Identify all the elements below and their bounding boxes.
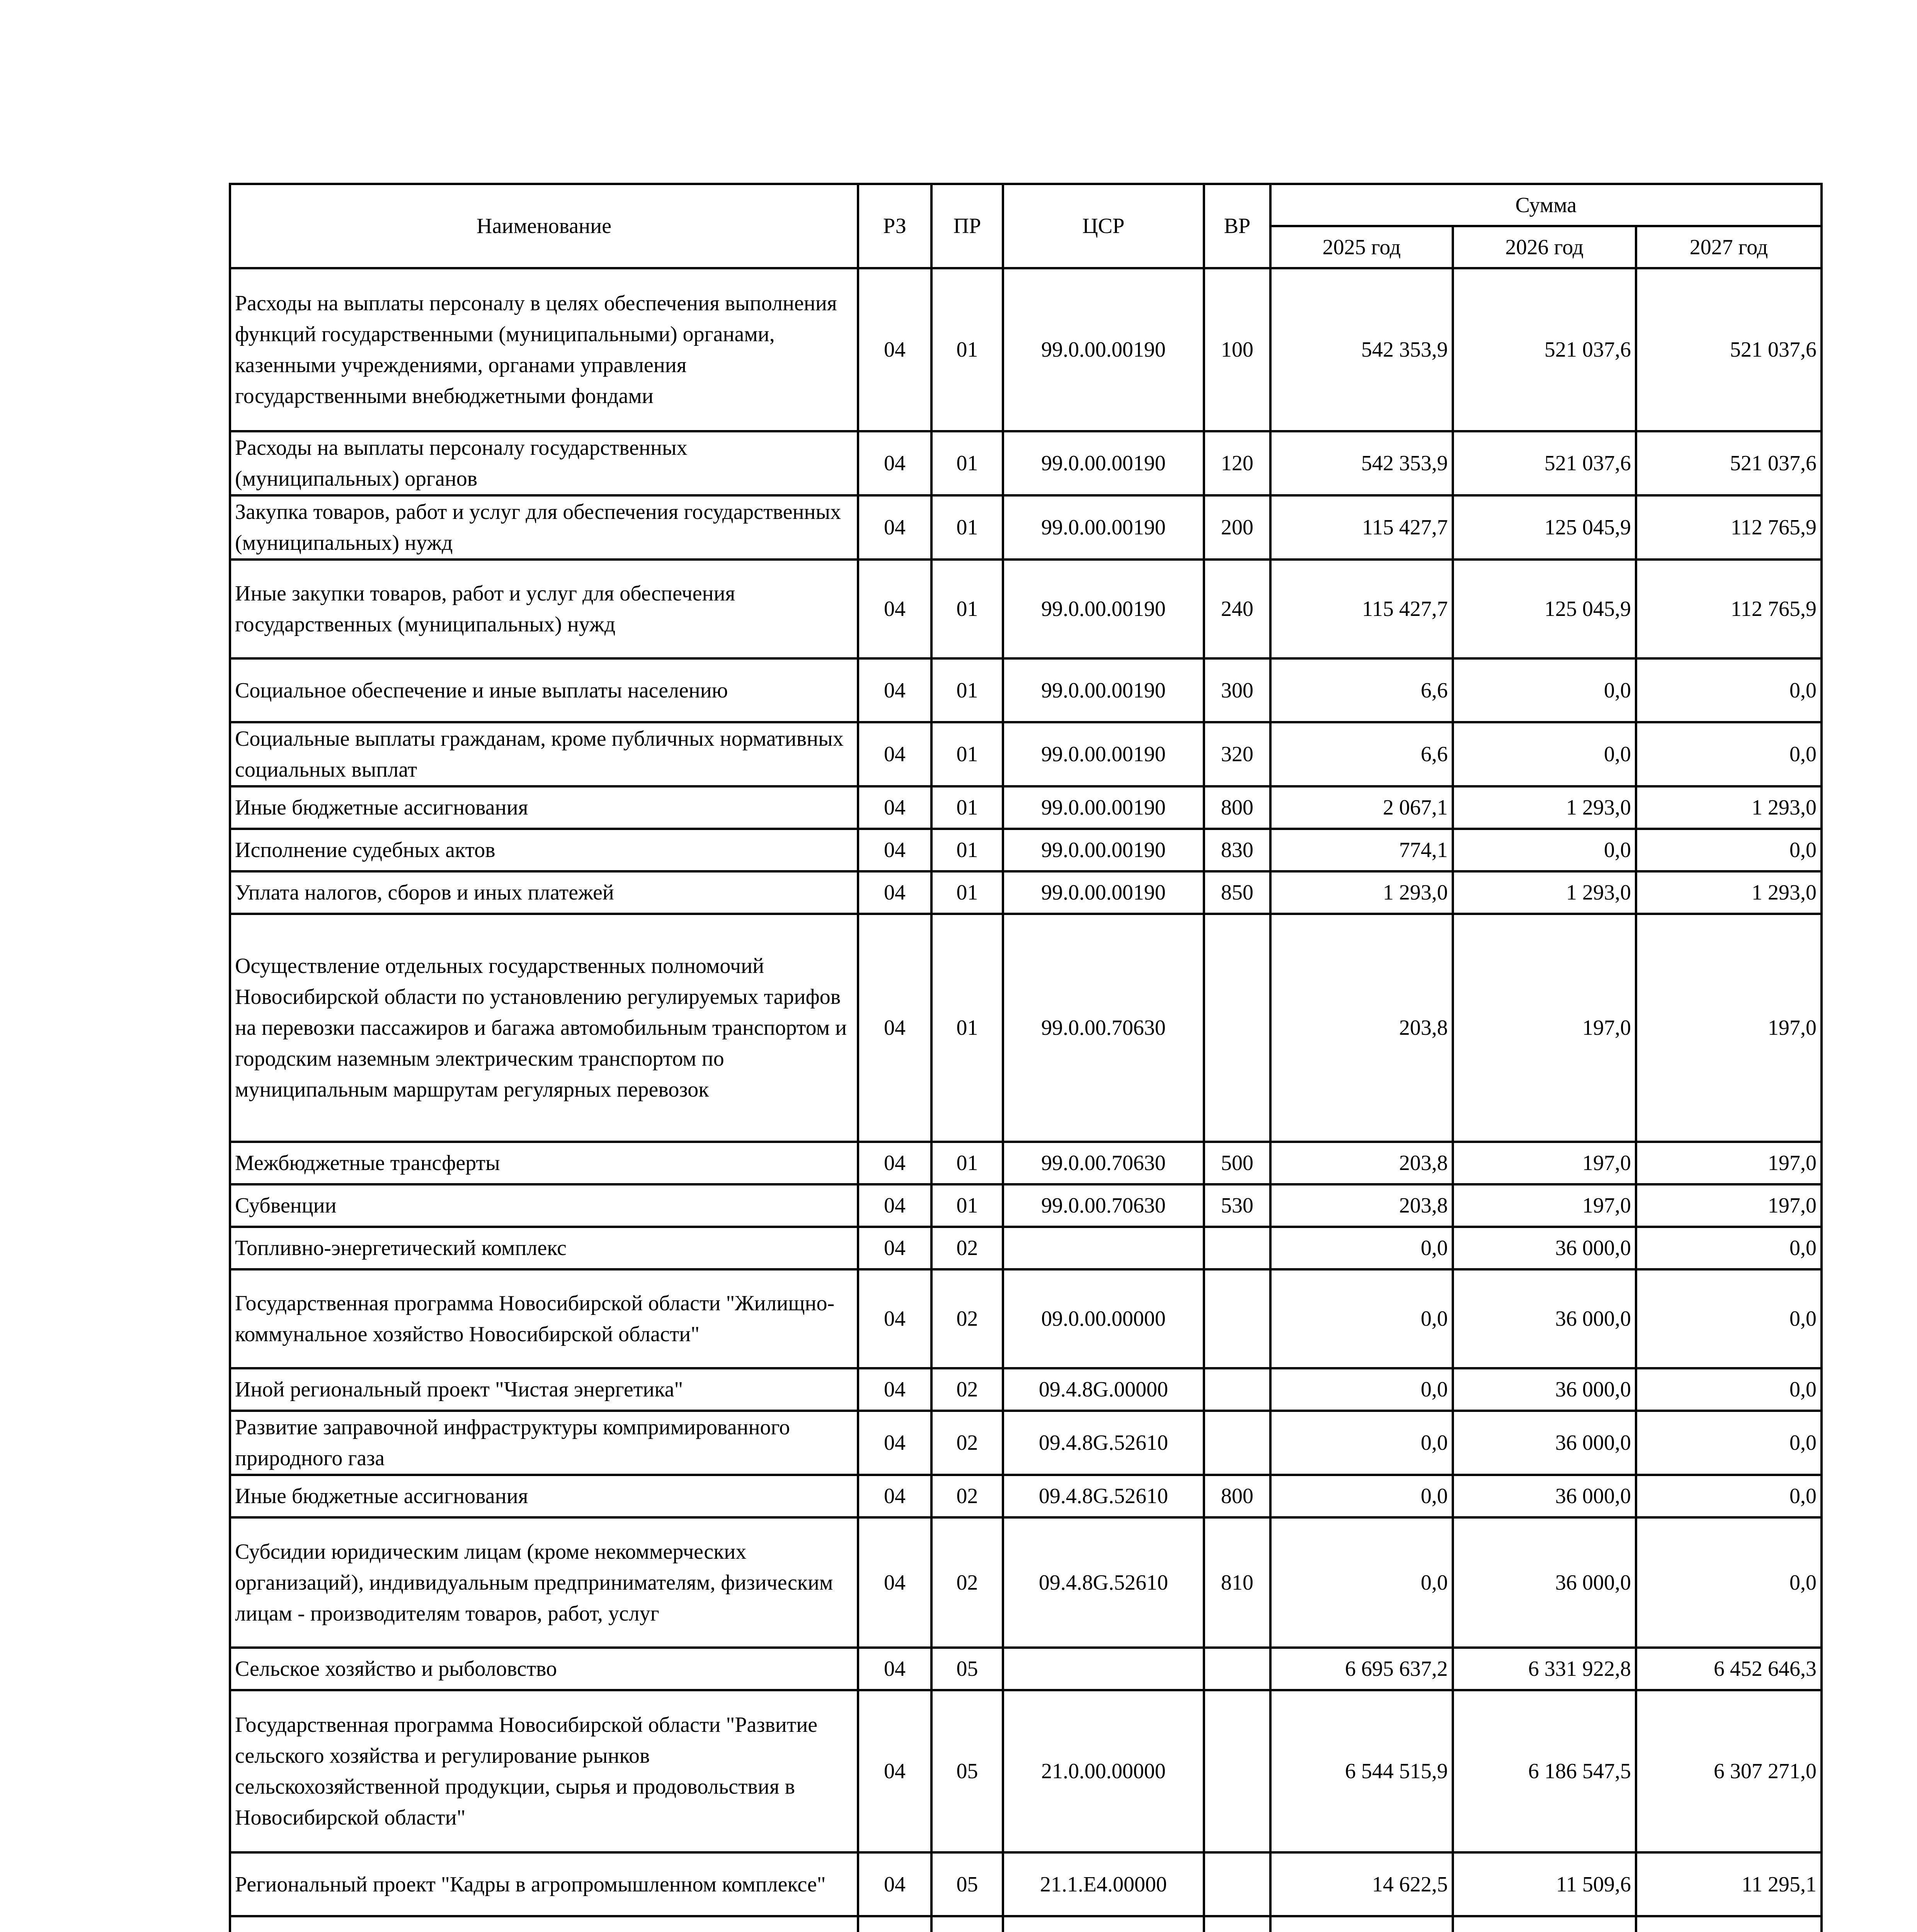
row-sum-2025: 6,6 xyxy=(1270,658,1453,722)
row-sum-2027: 0,0 xyxy=(1636,1517,1822,1648)
row-rz: 04 xyxy=(858,1269,931,1368)
row-pr: 01 xyxy=(931,495,1003,560)
row-csr: 99.0.00.00190 xyxy=(1003,722,1204,786)
row-vr xyxy=(1204,1648,1270,1690)
row-sum-2027: 197,0 xyxy=(1636,1184,1822,1227)
row-pr: 05 xyxy=(931,1852,1003,1916)
row-csr xyxy=(1003,1648,1204,1690)
row-sum-2027: 0,0 xyxy=(1636,829,1822,871)
row-sum-2026: 0,0 xyxy=(1453,722,1636,786)
row-vr: 300 xyxy=(1204,658,1270,722)
row-pr: 02 xyxy=(931,1269,1003,1368)
budget-table xyxy=(229,183,1823,1932)
table-row xyxy=(230,268,1822,431)
row-vr xyxy=(1204,1269,1270,1368)
row-pr: 01 xyxy=(931,1184,1003,1227)
row-sum-2027: 521 037,6 xyxy=(1636,431,1822,495)
row-rz: 04 xyxy=(858,1368,931,1411)
row-vr: 800 xyxy=(1204,786,1270,829)
header-csr: ЦСР xyxy=(1003,184,1204,268)
row-sum-2026: 36 000,0 xyxy=(1453,1368,1636,1411)
row-name: Социальные выплаты гражданам, кроме публичных нормативных социальных выплат xyxy=(230,722,858,786)
header-year-2026: 2026 год xyxy=(1453,226,1636,268)
row-vr xyxy=(1204,1368,1270,1411)
row-name: Развитие заправочной инфраструктуры компримированного природного газа xyxy=(230,1411,858,1475)
row-name: Топливно-энергетический комплекс xyxy=(230,1227,858,1269)
table-row xyxy=(230,560,1822,658)
row-sum-2026: 6 186 547,5 xyxy=(1453,1690,1636,1852)
row-csr: 99.0.00.00190 xyxy=(1003,431,1204,495)
row-sum-2026: 0,0 xyxy=(1453,829,1636,871)
row-pr: 05 xyxy=(931,1690,1003,1852)
row-name: Осуществление отдельных государственных полномочий Новосибирской области по установлению регулируемых тарифов на перевозки пассажиров и багажа автомобильным транспортом и городским наземным электрическим транспортом по муниципальным маршрутам регулярных перевозок xyxy=(230,914,858,1142)
row-sum-2027: 0,0 xyxy=(1636,1227,1822,1269)
row-sum-2025 xyxy=(1270,1916,1453,1932)
row-sum-2025: 542 353,9 xyxy=(1270,268,1453,431)
row-rz: 04 xyxy=(858,1648,931,1690)
row-pr: 02 xyxy=(931,1411,1003,1475)
row-csr: 21.0.00.00000 xyxy=(1003,1690,1204,1852)
row-name: Расходы на выплаты персоналу государственных (муниципальных) органов xyxy=(230,431,858,495)
row-pr: 01 xyxy=(931,658,1003,722)
row-rz: 04 xyxy=(858,268,931,431)
row-sum-2027: 521 037,6 xyxy=(1636,268,1822,431)
row-sum-2026: 1 293,0 xyxy=(1453,871,1636,914)
row-pr: 01 xyxy=(931,829,1003,871)
row-name: Субсидии юридическим лицам (кроме некоммерческих организаций), индивидуальным предпринимателям, физическим лицам - производителям товаров, работ, услуг xyxy=(230,1517,858,1648)
row-sum-2025: 203,8 xyxy=(1270,1184,1453,1227)
row-rz xyxy=(858,1916,931,1932)
row-rz: 04 xyxy=(858,1475,931,1517)
row-sum-2026: 125 045,9 xyxy=(1453,560,1636,658)
row-sum-2027: 0,0 xyxy=(1636,1411,1822,1475)
row-sum-2025: 203,8 xyxy=(1270,914,1453,1142)
row-pr: 02 xyxy=(931,1368,1003,1411)
row-rz: 04 xyxy=(858,1411,931,1475)
row-vr: 800 xyxy=(1204,1475,1270,1517)
row-sum-2027: 6 452 646,3 xyxy=(1636,1648,1822,1690)
row-vr: 120 xyxy=(1204,431,1270,495)
row-sum-2025: 203,8 xyxy=(1270,1142,1453,1184)
table-row xyxy=(230,1142,1822,1184)
row-name xyxy=(230,1916,858,1932)
row-csr: 99.0.00.00190 xyxy=(1003,786,1204,829)
row-sum-2025: 2 067,1 xyxy=(1270,786,1453,829)
header-name: Наименование xyxy=(230,184,858,268)
row-sum-2025: 0,0 xyxy=(1270,1475,1453,1517)
row-name: Уплата налогов, сборов и иных платежей xyxy=(230,871,858,914)
row-vr xyxy=(1204,1227,1270,1269)
row-sum-2026: 521 037,6 xyxy=(1453,268,1636,431)
row-rz: 04 xyxy=(858,722,931,786)
row-sum-2027: 0,0 xyxy=(1636,1475,1822,1517)
row-name: Иные бюджетные ассигнования xyxy=(230,1475,858,1517)
row-rz: 04 xyxy=(858,560,931,658)
row-name: Исполнение судебных актов xyxy=(230,829,858,871)
table-row xyxy=(230,495,1822,560)
row-sum-2027 xyxy=(1636,1916,1822,1932)
row-sum-2027: 6 307 271,0 xyxy=(1636,1690,1822,1852)
row-pr xyxy=(931,1916,1003,1932)
row-csr: 99.0.00.00190 xyxy=(1003,871,1204,914)
row-sum-2026: 197,0 xyxy=(1453,1142,1636,1184)
row-name: Государственная программа Новосибирской области "Развитие сельского хозяйства и регулирование рынков сельскохозяйственной продукции, сырья и продовольствия в Новосибирской области" xyxy=(230,1690,858,1852)
row-rz: 04 xyxy=(858,871,931,914)
row-pr: 01 xyxy=(931,1142,1003,1184)
row-sum-2025: 774,1 xyxy=(1270,829,1453,871)
row-vr xyxy=(1204,1916,1270,1932)
row-vr: 830 xyxy=(1204,829,1270,871)
row-csr: 09.4.8G.52610 xyxy=(1003,1411,1204,1475)
row-vr: 200 xyxy=(1204,495,1270,560)
header-rz: РЗ xyxy=(858,184,931,268)
row-csr: 99.0.00.00190 xyxy=(1003,495,1204,560)
row-name: Межбюджетные трансферты xyxy=(230,1142,858,1184)
row-sum-2026: 36 000,0 xyxy=(1453,1411,1636,1475)
table-row xyxy=(230,1368,1822,1411)
row-sum-2026: 521 037,6 xyxy=(1453,431,1636,495)
row-rz: 04 xyxy=(858,658,931,722)
row-pr: 01 xyxy=(931,268,1003,431)
row-sum-2027: 1 293,0 xyxy=(1636,786,1822,829)
row-csr: 99.0.00.70630 xyxy=(1003,1184,1204,1227)
row-vr: 810 xyxy=(1204,1517,1270,1648)
row-csr: 21.1.E4.00000 xyxy=(1003,1852,1204,1916)
row-sum-2025: 0,0 xyxy=(1270,1269,1453,1368)
table-row xyxy=(230,1916,1822,1932)
row-vr xyxy=(1204,1411,1270,1475)
row-sum-2027: 112 765,9 xyxy=(1636,495,1822,560)
row-vr xyxy=(1204,914,1270,1142)
row-sum-2025: 115 427,7 xyxy=(1270,495,1453,560)
row-pr: 01 xyxy=(931,786,1003,829)
row-csr: 09.4.8G.52610 xyxy=(1003,1475,1204,1517)
row-csr: 99.0.00.00190 xyxy=(1003,268,1204,431)
row-name: Закупка товаров, работ и услуг для обеспечения государственных (муниципальных) нужд xyxy=(230,495,858,560)
row-pr: 01 xyxy=(931,560,1003,658)
header-year-2027: 2027 год xyxy=(1636,226,1822,268)
row-name: Социальное обеспечение и иные выплаты населению xyxy=(230,658,858,722)
row-sum-2026 xyxy=(1453,1916,1636,1932)
row-vr: 850 xyxy=(1204,871,1270,914)
table-row xyxy=(230,871,1822,914)
header-year-2025: 2025 год xyxy=(1270,226,1453,268)
row-sum-2025: 1 293,0 xyxy=(1270,871,1453,914)
row-sum-2025: 6 695 637,2 xyxy=(1270,1648,1453,1690)
row-rz: 04 xyxy=(858,1852,931,1916)
row-sum-2027: 197,0 xyxy=(1636,1142,1822,1184)
row-vr xyxy=(1204,1852,1270,1916)
row-rz: 04 xyxy=(858,914,931,1142)
row-sum-2026: 197,0 xyxy=(1453,1184,1636,1227)
row-pr: 02 xyxy=(931,1227,1003,1269)
row-vr: 100 xyxy=(1204,268,1270,431)
row-name: Сельское хозяйство и рыболовство xyxy=(230,1648,858,1690)
row-sum-2026: 36 000,0 xyxy=(1453,1227,1636,1269)
row-sum-2027: 11 295,1 xyxy=(1636,1852,1822,1916)
row-sum-2025: 0,0 xyxy=(1270,1411,1453,1475)
row-rz: 04 xyxy=(858,1142,931,1184)
row-sum-2026: 197,0 xyxy=(1453,914,1636,1142)
row-sum-2027: 197,0 xyxy=(1636,914,1822,1142)
table-body xyxy=(230,268,1822,1932)
table-row xyxy=(230,1852,1822,1916)
row-sum-2026: 0,0 xyxy=(1453,658,1636,722)
row-pr: 05 xyxy=(931,1648,1003,1690)
row-sum-2026: 36 000,0 xyxy=(1453,1517,1636,1648)
row-csr: 99.0.00.00190 xyxy=(1003,829,1204,871)
row-pr: 01 xyxy=(931,431,1003,495)
table-row xyxy=(230,1475,1822,1517)
table-row xyxy=(230,1411,1822,1475)
row-csr: 99.0.00.70630 xyxy=(1003,914,1204,1142)
table-header-row xyxy=(230,184,1822,226)
row-name: Иной региональный проект "Чистая энергетика" xyxy=(230,1368,858,1411)
row-vr: 500 xyxy=(1204,1142,1270,1184)
row-rz: 04 xyxy=(858,431,931,495)
row-vr: 530 xyxy=(1204,1184,1270,1227)
row-csr xyxy=(1003,1227,1204,1269)
table-row xyxy=(230,658,1822,722)
row-name: Расходы на выплаты персоналу в целях обеспечения выполнения функций государственными (муниципальными) органами, казенными учреждениями, органами управления государственными внебюджетными фондами xyxy=(230,268,858,431)
row-sum-2026: 1 293,0 xyxy=(1453,786,1636,829)
row-pr: 01 xyxy=(931,914,1003,1142)
table-row xyxy=(230,1227,1822,1269)
row-sum-2025: 0,0 xyxy=(1270,1227,1453,1269)
row-sum-2027: 0,0 xyxy=(1636,722,1822,786)
table-row xyxy=(230,1184,1822,1227)
row-sum-2027: 1 293,0 xyxy=(1636,871,1822,914)
row-sum-2027: 112 765,9 xyxy=(1636,560,1822,658)
table-row xyxy=(230,722,1822,786)
row-rz: 04 xyxy=(858,1517,931,1648)
row-pr: 02 xyxy=(931,1475,1003,1517)
table-row xyxy=(230,786,1822,829)
table-row xyxy=(230,914,1822,1142)
row-pr: 01 xyxy=(931,871,1003,914)
row-sum-2025: 115 427,7 xyxy=(1270,560,1453,658)
header-sum: Сумма xyxy=(1270,184,1822,226)
row-vr: 320 xyxy=(1204,722,1270,786)
table-row xyxy=(230,1269,1822,1368)
row-sum-2025: 6 544 515,9 xyxy=(1270,1690,1453,1852)
row-rz: 04 xyxy=(858,495,931,560)
header-vr: ВР xyxy=(1204,184,1270,268)
row-vr: 240 xyxy=(1204,560,1270,658)
table-row xyxy=(230,1517,1822,1648)
row-pr: 01 xyxy=(931,722,1003,786)
row-csr: 99.0.00.00190 xyxy=(1003,658,1204,722)
row-sum-2026: 6 331 922,8 xyxy=(1453,1648,1636,1690)
row-name: Государственная программа Новосибирской области "Жилищно-коммунальное хозяйство Новосибирской области" xyxy=(230,1269,858,1368)
row-sum-2026: 36 000,0 xyxy=(1453,1475,1636,1517)
table-row xyxy=(230,431,1822,495)
row-sum-2027: 0,0 xyxy=(1636,1368,1822,1411)
row-csr: 99.0.00.00190 xyxy=(1003,560,1204,658)
row-name: Иные бюджетные ассигнования xyxy=(230,786,858,829)
row-rz: 04 xyxy=(858,1184,931,1227)
row-rz: 04 xyxy=(858,1690,931,1852)
row-csr: 09.4.8G.52610 xyxy=(1003,1517,1204,1648)
row-vr xyxy=(1204,1690,1270,1852)
header-pr: ПР xyxy=(931,184,1003,268)
row-sum-2025: 542 353,9 xyxy=(1270,431,1453,495)
table-row xyxy=(230,1690,1822,1852)
row-sum-2027: 0,0 xyxy=(1636,658,1822,722)
row-sum-2025: 6,6 xyxy=(1270,722,1453,786)
row-sum-2025: 14 622,5 xyxy=(1270,1852,1453,1916)
row-csr: 09.0.00.00000 xyxy=(1003,1269,1204,1368)
row-name: Субвенции xyxy=(230,1184,858,1227)
row-csr xyxy=(1003,1916,1204,1932)
table-row xyxy=(230,829,1822,871)
row-sum-2027: 0,0 xyxy=(1636,1269,1822,1368)
row-csr: 99.0.00.70630 xyxy=(1003,1142,1204,1184)
row-rz: 04 xyxy=(858,829,931,871)
row-csr: 09.4.8G.00000 xyxy=(1003,1368,1204,1411)
row-sum-2025: 0,0 xyxy=(1270,1517,1453,1648)
row-sum-2026: 11 509,6 xyxy=(1453,1852,1636,1916)
row-name: Региональный проект "Кадры в агропромышленном комплексе" xyxy=(230,1852,858,1916)
row-sum-2025: 0,0 xyxy=(1270,1368,1453,1411)
row-sum-2026: 36 000,0 xyxy=(1453,1269,1636,1368)
table-row xyxy=(230,1648,1822,1690)
row-pr: 02 xyxy=(931,1517,1003,1648)
row-rz: 04 xyxy=(858,1227,931,1269)
row-name: Иные закупки товаров, работ и услуг для обеспечения государственных (муниципальных) нужд xyxy=(230,560,858,658)
row-rz: 04 xyxy=(858,786,931,829)
row-sum-2026: 125 045,9 xyxy=(1453,495,1636,560)
